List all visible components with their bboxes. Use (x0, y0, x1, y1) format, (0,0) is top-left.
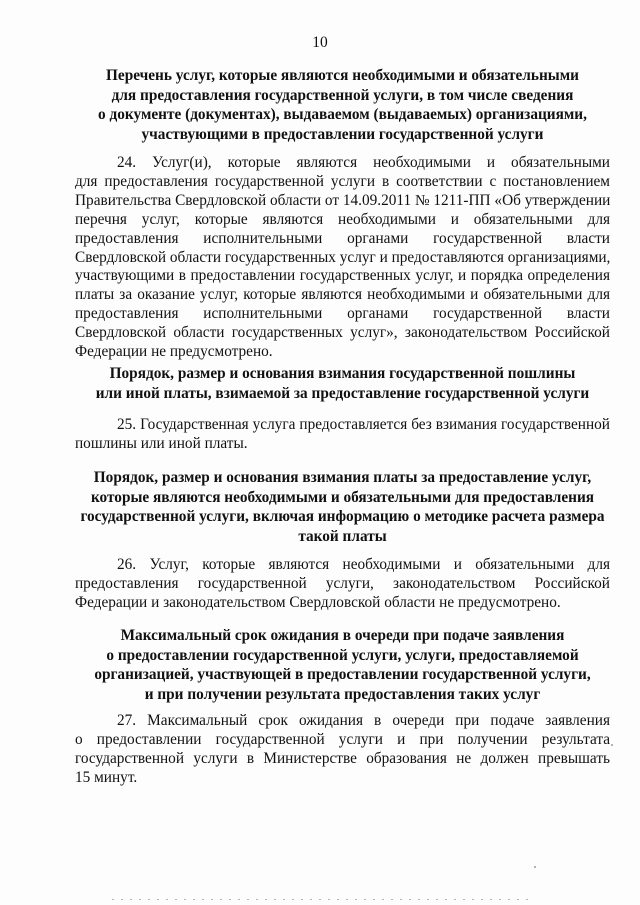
section-heading-services-list (75, 66, 610, 144)
paragraph-line: пошлины или иной платы. (75, 434, 248, 452)
paragraph-line: государственной услуги в Министерстве образования не должен превышать (75, 749, 610, 767)
scan-speck (534, 866, 536, 868)
paragraph-line: Федерации не предусмотрено. (75, 343, 273, 361)
paragraph-line: предоставления государственной услуги, законодательством Российской (75, 574, 610, 592)
paragraph-line: предоставления исполнительными органами государственной власти (75, 229, 610, 247)
page-number: 10 (312, 34, 328, 51)
heading-line: Максимальный срок ожидания в очереди при подаче заявления (120, 627, 565, 644)
paragraph-line: участвующими в предоставлении государственных услуг, и порядка определения (75, 267, 610, 285)
scan-speck (611, 744, 613, 746)
scan-bottom-edge (112, 899, 532, 900)
heading-line: и при получении результата предоставления таких услуг (144, 685, 541, 703)
paragraph-line: 26. Услуг, которые являются необходимыми и обязательными для (117, 556, 610, 573)
section-heading-waiting-time (75, 626, 610, 704)
paragraph-line: 24. Услуг(и), которые являются необходимыми и обязательными (117, 154, 610, 171)
heading-line: организацией, участвующей в предоставлении государственной услуги, (94, 666, 591, 684)
paragraph-line: 15 минут. (75, 768, 138, 786)
heading-line: участвующими в предоставлении государственной услуги (141, 125, 544, 143)
paragraph-line: о предоставлении государственной услуги и при получении результата (75, 730, 610, 748)
heading-line: для предоставления государственной услуги, в том числе сведения (111, 86, 574, 104)
paragraph-line: для предоставления государственной услуги в соответствии с постановлением (75, 172, 610, 190)
paragraph-25 (75, 416, 610, 454)
paragraph-line: Свердловской области государственных услуг и предоставляются организациями, (75, 248, 611, 266)
paragraph-line: платы за оказание услуг, которые являются необходимыми и обязательными для (75, 286, 610, 304)
heading-line: о предоставлении государственной услуги, услуги, предоставляемой (106, 646, 579, 664)
heading-line: Порядок, размер и основания взимания государственной пошлины (109, 365, 576, 382)
paragraph-26 (75, 556, 610, 613)
heading-line: о документе (документах), выдаваемом (выдаваемых) организациями, (98, 106, 587, 124)
paragraph-line: 25. Государственная услуга предоставляется без взимания государственной (117, 416, 610, 433)
heading-line: Порядок, размер и основания взимания платы за предоставление услуг, (93, 469, 592, 486)
paragraph-line: 27. Максимальный срок ожидания в очереди при подаче заявления (117, 712, 610, 729)
paragraph-line: предоставления исполнительными органами государственной власти (75, 305, 610, 323)
heading-line: или иной платы, взимаемой за предоставление государственной услуги (95, 384, 590, 402)
heading-line: Перечень услуг, которые являются необходимыми и обязательными (106, 67, 579, 84)
paragraph-line: Свердловской области государственных услуг», законодательством Российской (75, 324, 610, 342)
paragraph-line: перечня услуг, которые являются необходимыми и обязательными для (75, 210, 610, 228)
heading-line: такой платы (298, 527, 387, 545)
paragraph-line: Федерации и законодательством Свердловской области не предусмотрено. (75, 593, 561, 611)
paragraph-27 (75, 712, 610, 788)
paragraph-24 (75, 154, 610, 362)
heading-line: государственной услуги, включая информацию о методике расчета размера (80, 508, 605, 526)
paragraph-line: Правительства Свердловской области от 14.09.2011 № 1211-ПП «Об утверждении (75, 191, 611, 209)
section-heading-state-fee (75, 364, 610, 403)
heading-line: которые являются необходимыми и обязательными для предоставления (90, 488, 595, 506)
section-heading-service-fee (75, 468, 610, 546)
